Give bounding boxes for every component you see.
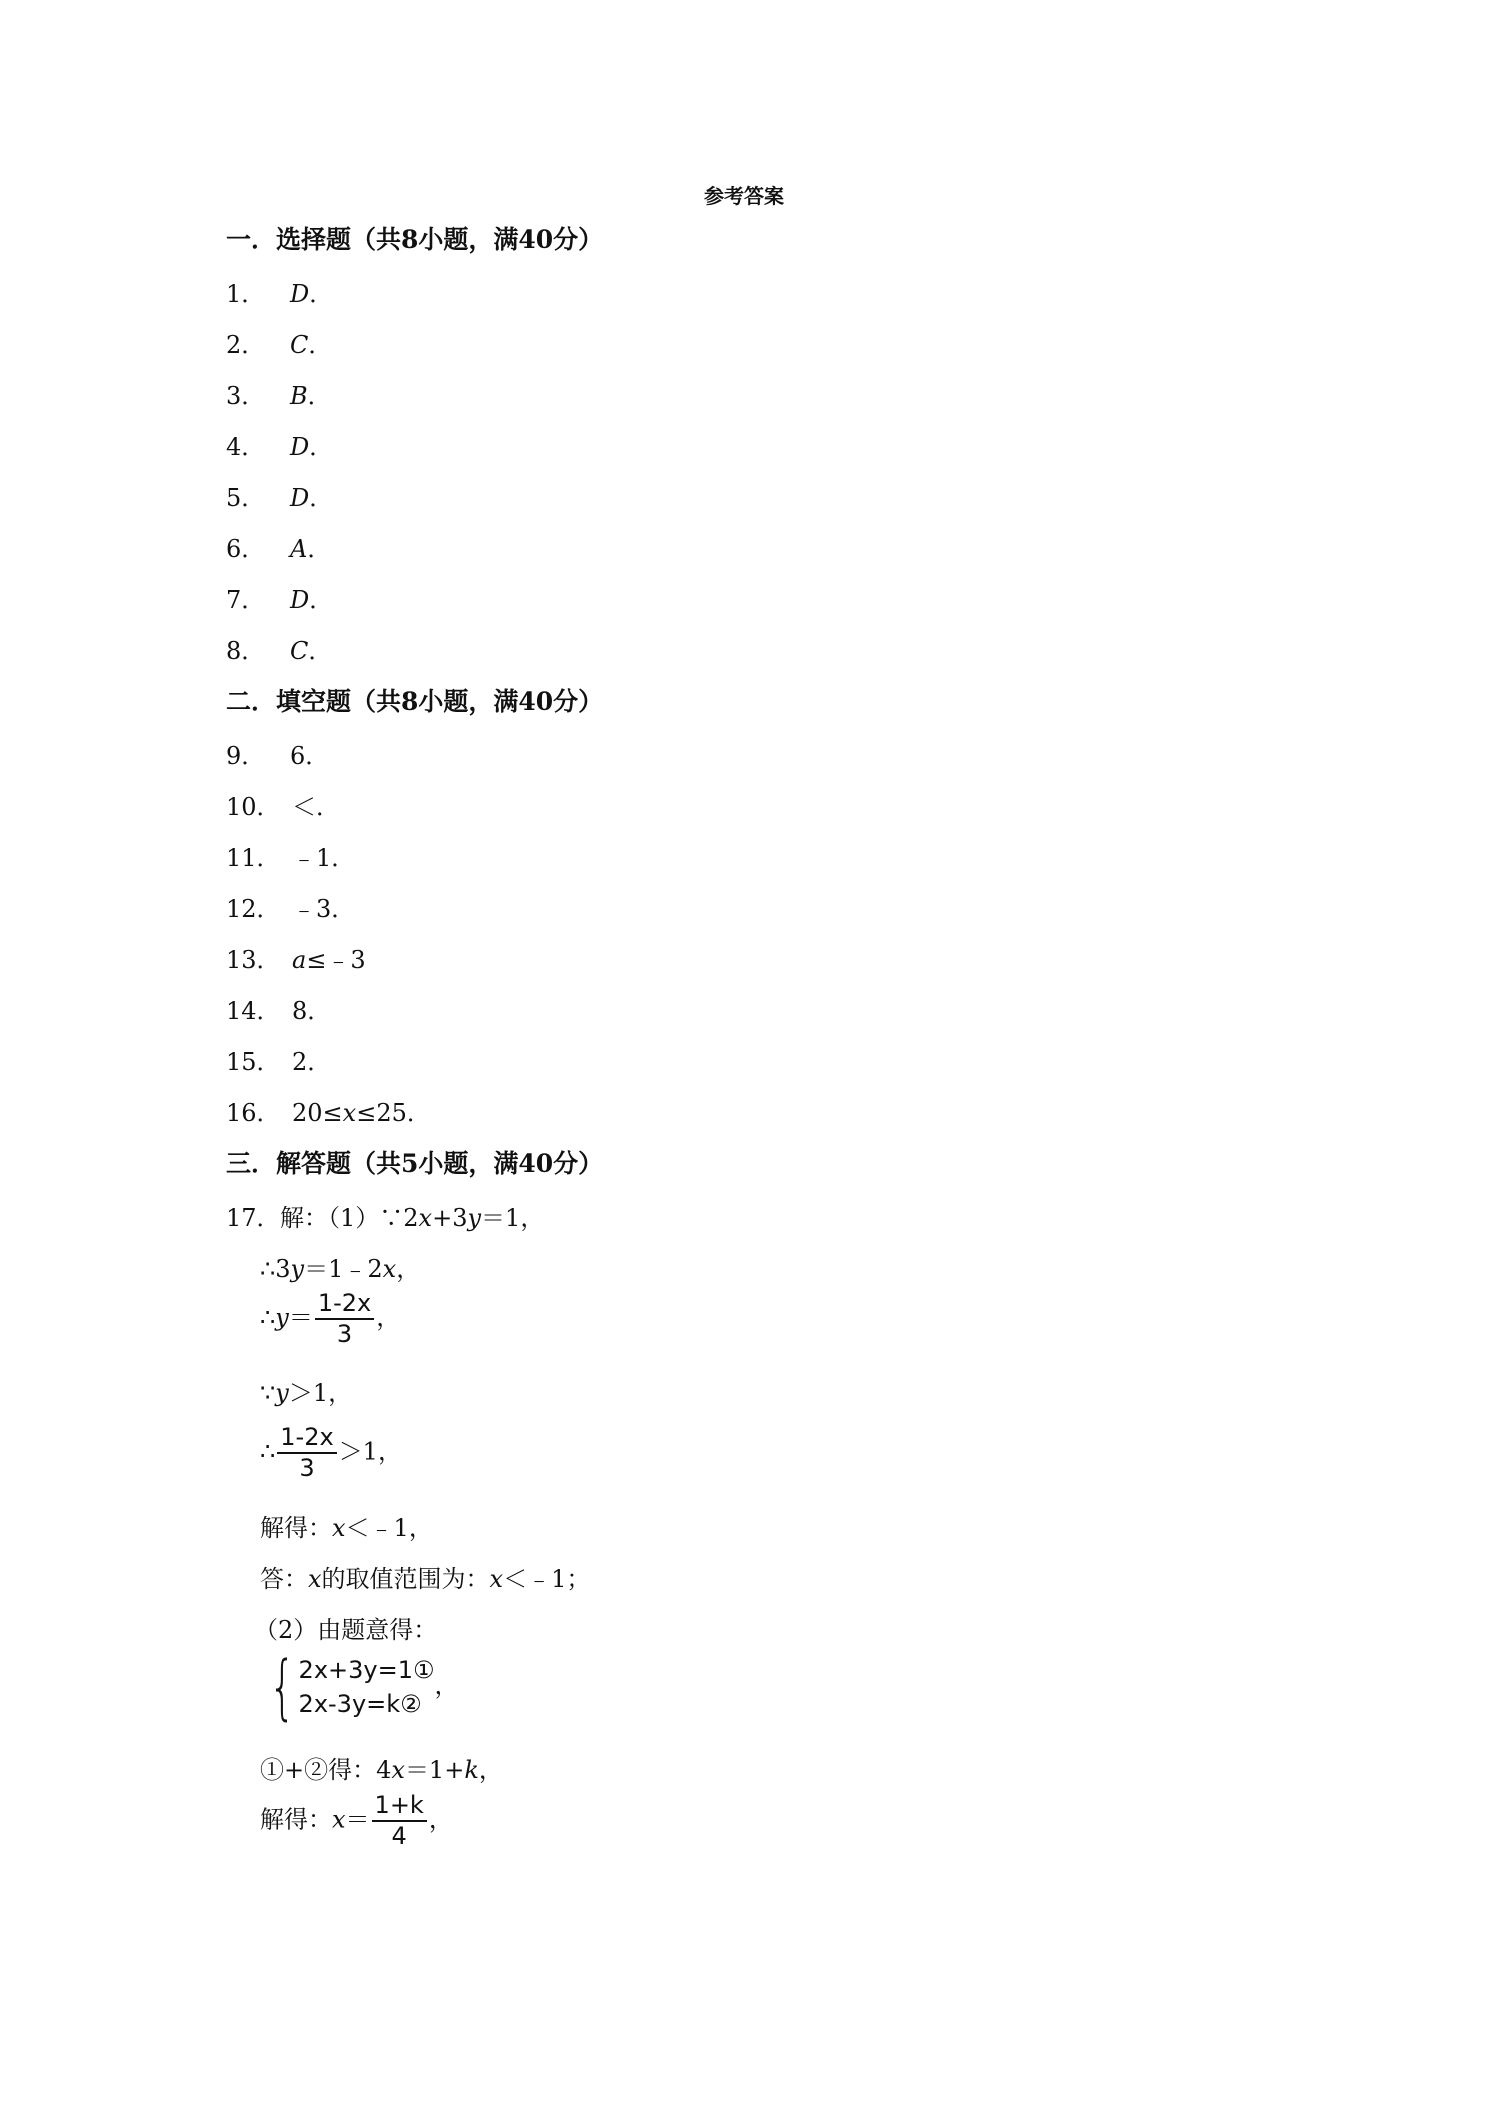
choice-answer-1: 1． D． (226, 280, 334, 308)
section-heading-fill: 二．填空题（共8小题，满40分） (226, 687, 604, 716)
choice-answer-7: 7． D． (226, 586, 334, 614)
q17-line-1: 17．解：（1）∵2x+3y＝1， (226, 1204, 545, 1232)
fill-answer-10: 10． ＜． (226, 793, 340, 821)
q17-line-7: 答：x的取值范围为：x＜﹣1； (260, 1565, 591, 1593)
q17-line-4: ∵y＞1， (260, 1379, 353, 1407)
section-heading-choice: 一．选择题（共8小题，满40分） (226, 225, 604, 254)
choice-answer-5: 5． D． (226, 484, 334, 512)
fill-answer-12: 12． ﹣3． (226, 895, 356, 923)
equation-1: 2x+3y=1① (298, 1656, 435, 1684)
section-heading-solve: 三．解答题（共5小题，满40分） (226, 1149, 604, 1178)
fill-answer-9: 9． 6． (226, 742, 330, 770)
q17-line-6: 解得：x＜﹣1， (260, 1514, 433, 1542)
fill-answer-11: 11． ﹣1． (226, 844, 356, 872)
left-brace: { (268, 1646, 296, 1728)
q17-line-5: ∴ $\frac{1-2x}{3}$ ＞1， (260, 1423, 402, 1482)
fill-answer-13: 13． a≤﹣3 (226, 946, 366, 974)
fill-answer-14: 14． 8． (226, 997, 332, 1025)
q17-line-10: ①+②得：4x＝1+k， (260, 1756, 503, 1784)
choice-answer-2: 2． C． (226, 331, 333, 359)
q17-equation-system: { 2x+3y=1① 2x-3y=k② ， (268, 1646, 459, 1728)
q17-line-8: （2）由题意得： (254, 1616, 438, 1644)
fill-answer-15: 15． 2． (226, 1048, 332, 1076)
choice-answer-3: 3． B． (226, 382, 332, 410)
fraction: $\frac{1+k}{4}$ (372, 1792, 427, 1850)
q17-line-3: ∴y＝ $\frac{1-2x}{3}$ ， (260, 1289, 401, 1348)
equation-2: 2x-3y=k② (298, 1690, 422, 1718)
choice-answer-4: 4． D． (226, 433, 334, 461)
choice-answer-6: 6． A． (226, 535, 332, 563)
q17-line-11: 解得：x＝ $\frac{1+k}{4}$ ， (260, 1791, 453, 1850)
q17-line-2: ∴3y＝1﹣2x， (260, 1255, 421, 1283)
fraction: $\frac{1-2x}{3}$ (315, 1290, 374, 1348)
fill-answer-16: 16． 20≤x≤25． (226, 1099, 431, 1127)
choice-answer-8: 8． C． (226, 637, 333, 665)
page-title: 参考答案 (704, 184, 784, 208)
fraction: $\frac{1-2x}{3}$ (277, 1424, 336, 1482)
